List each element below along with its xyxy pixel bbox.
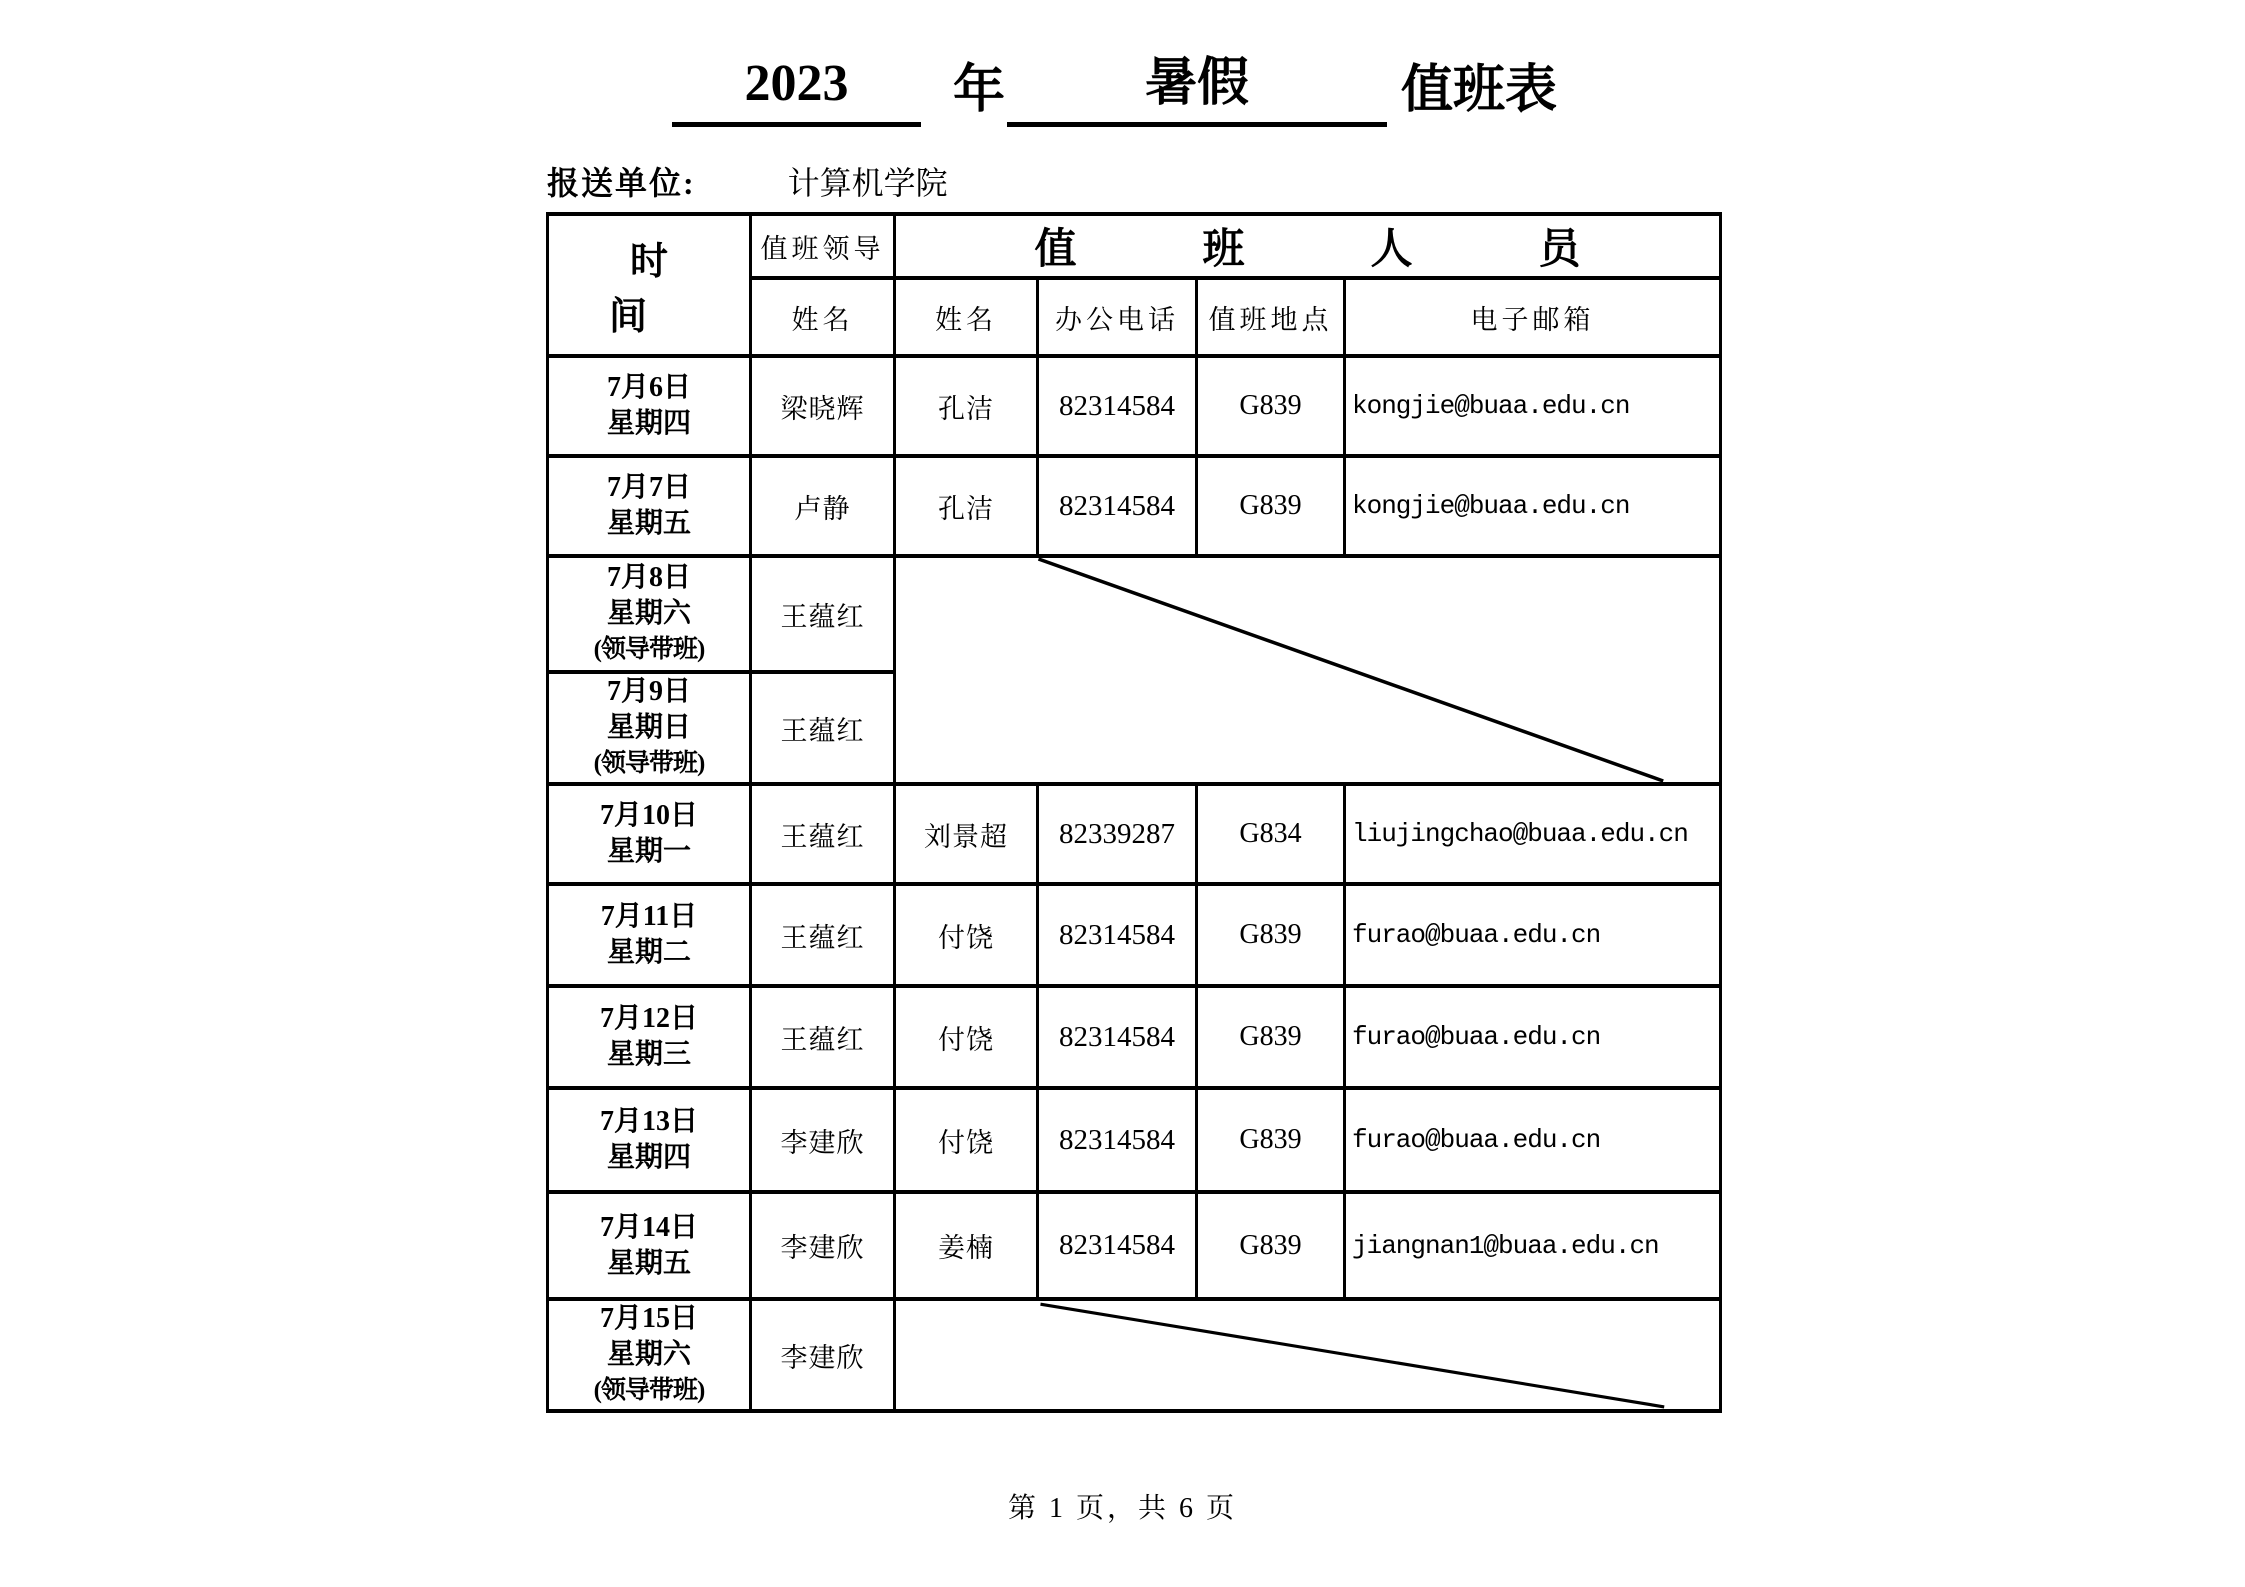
cell-date bbox=[548, 672, 751, 784]
weekday-text: 星期三 bbox=[606, 1039, 691, 1070]
date-text: 7月8日 bbox=[606, 562, 691, 593]
duty-roster-table bbox=[546, 212, 1722, 1413]
cell-location: G839 bbox=[1197, 884, 1345, 986]
cell-person: 孔洁 bbox=[895, 356, 1038, 456]
header-duty-location: 值班地点 bbox=[1197, 278, 1345, 356]
page-title bbox=[672, 48, 1557, 127]
cell-leader: 王蕴红 bbox=[751, 986, 895, 1088]
cell-date bbox=[548, 1192, 751, 1299]
weekday-text: 星期四 bbox=[606, 408, 691, 439]
cell-person: 姜楠 bbox=[895, 1192, 1038, 1299]
report-unit-label: 报送单位: bbox=[547, 165, 696, 201]
date-text: 7月13日 bbox=[599, 1106, 698, 1137]
date-text: 7月12日 bbox=[599, 1003, 698, 1034]
diagonal-strikethrough-line bbox=[896, 1301, 1719, 1409]
header-office-phone: 办公电话 bbox=[1038, 278, 1197, 356]
header-row-1 bbox=[548, 214, 1721, 278]
cell-email: liujingchao@buaa.edu.cn bbox=[1345, 784, 1721, 884]
table-row bbox=[548, 356, 1721, 456]
title-term-blank: 暑假 bbox=[1007, 48, 1387, 127]
cell-location: G839 bbox=[1197, 1088, 1345, 1192]
cell-leader: 李建欣 bbox=[751, 1192, 895, 1299]
cell-date bbox=[548, 556, 751, 672]
cell-phone: 82314584 bbox=[1038, 456, 1197, 556]
cell-date bbox=[548, 986, 751, 1088]
cell-date bbox=[548, 1299, 751, 1411]
cell-phone: 82314584 bbox=[1038, 1192, 1197, 1299]
weekday-text: 星期六 bbox=[606, 1339, 691, 1370]
leader-shift-note: (领导带班) bbox=[593, 636, 705, 663]
cell-date bbox=[548, 456, 751, 556]
table-row bbox=[548, 1299, 1721, 1411]
cell-person: 孔洁 bbox=[895, 456, 1038, 556]
report-unit-value: 计算机学院 bbox=[787, 165, 948, 201]
cell-email: furao@buaa.edu.cn bbox=[1345, 1088, 1721, 1192]
header-time: 时间 bbox=[548, 214, 751, 356]
cell-empty-merged bbox=[895, 556, 1721, 784]
table-row bbox=[548, 884, 1721, 986]
weekday-text: 星期五 bbox=[606, 508, 691, 539]
cell-location: G839 bbox=[1197, 986, 1345, 1088]
cell-leader: 王蕴红 bbox=[751, 784, 895, 884]
report-unit-line bbox=[547, 158, 948, 204]
table-row bbox=[548, 1088, 1721, 1192]
cell-leader: 王蕴红 bbox=[751, 672, 895, 784]
header-leader-name: 姓名 bbox=[751, 278, 895, 356]
cell-phone: 82314584 bbox=[1038, 356, 1197, 456]
table-row bbox=[548, 456, 1721, 556]
cell-leader: 王蕴红 bbox=[751, 556, 895, 672]
cell-phone: 82314584 bbox=[1038, 884, 1197, 986]
header-person-name: 姓名 bbox=[895, 278, 1038, 356]
cell-phone: 82339287 bbox=[1038, 784, 1197, 884]
cell-email: kongjie@buaa.edu.cn bbox=[1345, 456, 1721, 556]
date-text: 7月6日 bbox=[606, 372, 691, 403]
date-text: 7月15日 bbox=[599, 1303, 698, 1334]
cell-location: G834 bbox=[1197, 784, 1345, 884]
date-text: 7月10日 bbox=[599, 800, 698, 831]
header-duty-leader: 值班领导 bbox=[751, 214, 895, 278]
table-row bbox=[548, 556, 1721, 672]
date-text: 7月9日 bbox=[606, 676, 691, 707]
cell-date bbox=[548, 884, 751, 986]
header-duty-personnel: 值班人员 bbox=[895, 214, 1721, 278]
diagonal-strikethrough-line bbox=[896, 558, 1719, 782]
title-year-blank: 2023 bbox=[672, 48, 921, 127]
page-number-footer: 第 1 页，共 6 页 bbox=[1007, 1493, 1237, 1524]
weekday-text: 星期六 bbox=[606, 598, 691, 629]
cell-person: 付饶 bbox=[895, 884, 1038, 986]
weekday-text: 星期一 bbox=[606, 836, 691, 867]
cell-date bbox=[548, 784, 751, 884]
title-year-suffix: 年 bbox=[953, 62, 1006, 119]
cell-leader: 卢静 bbox=[751, 456, 895, 556]
weekday-text: 星期五 bbox=[606, 1247, 691, 1279]
cell-person: 付饶 bbox=[895, 1088, 1038, 1192]
cell-location: G839 bbox=[1197, 356, 1345, 456]
cell-person: 刘景超 bbox=[895, 784, 1038, 884]
weekday-text: 星期四 bbox=[606, 1142, 691, 1173]
cell-phone: 82314584 bbox=[1038, 986, 1197, 1088]
header-email: 电子邮箱 bbox=[1345, 278, 1721, 356]
cell-location: G839 bbox=[1197, 1192, 1345, 1299]
cell-leader: 梁晓辉 bbox=[751, 356, 895, 456]
cell-email: furao@buaa.edu.cn bbox=[1345, 884, 1721, 986]
cell-email: jiangnan1@buaa.edu.cn bbox=[1345, 1192, 1721, 1299]
cell-email: kongjie@buaa.edu.cn bbox=[1345, 356, 1721, 456]
cell-empty-merged bbox=[895, 1299, 1721, 1411]
cell-leader: 王蕴红 bbox=[751, 884, 895, 986]
cell-leader: 李建欣 bbox=[751, 1299, 895, 1411]
date-text: 7月11日 bbox=[600, 901, 698, 932]
cell-date bbox=[548, 1088, 751, 1192]
date-text: 7月7日 bbox=[606, 472, 691, 503]
table-row bbox=[548, 986, 1721, 1088]
cell-leader: 李建欣 bbox=[751, 1088, 895, 1192]
cell-person: 付饶 bbox=[895, 986, 1038, 1088]
date-text: 7月14日 bbox=[599, 1211, 698, 1243]
weekday-text: 星期日 bbox=[606, 712, 691, 743]
cell-date bbox=[548, 356, 751, 456]
title-table-suffix: 值班表 bbox=[1401, 62, 1558, 119]
leader-shift-note: (领导带班) bbox=[593, 750, 705, 777]
cell-location: G839 bbox=[1197, 456, 1345, 556]
weekday-text: 星期二 bbox=[606, 937, 691, 968]
cell-phone: 82314584 bbox=[1038, 1088, 1197, 1192]
cell-email: furao@buaa.edu.cn bbox=[1345, 986, 1721, 1088]
table-row bbox=[548, 784, 1721, 884]
leader-shift-note: (领导带班) bbox=[593, 1377, 705, 1404]
table-row bbox=[548, 1192, 1721, 1299]
